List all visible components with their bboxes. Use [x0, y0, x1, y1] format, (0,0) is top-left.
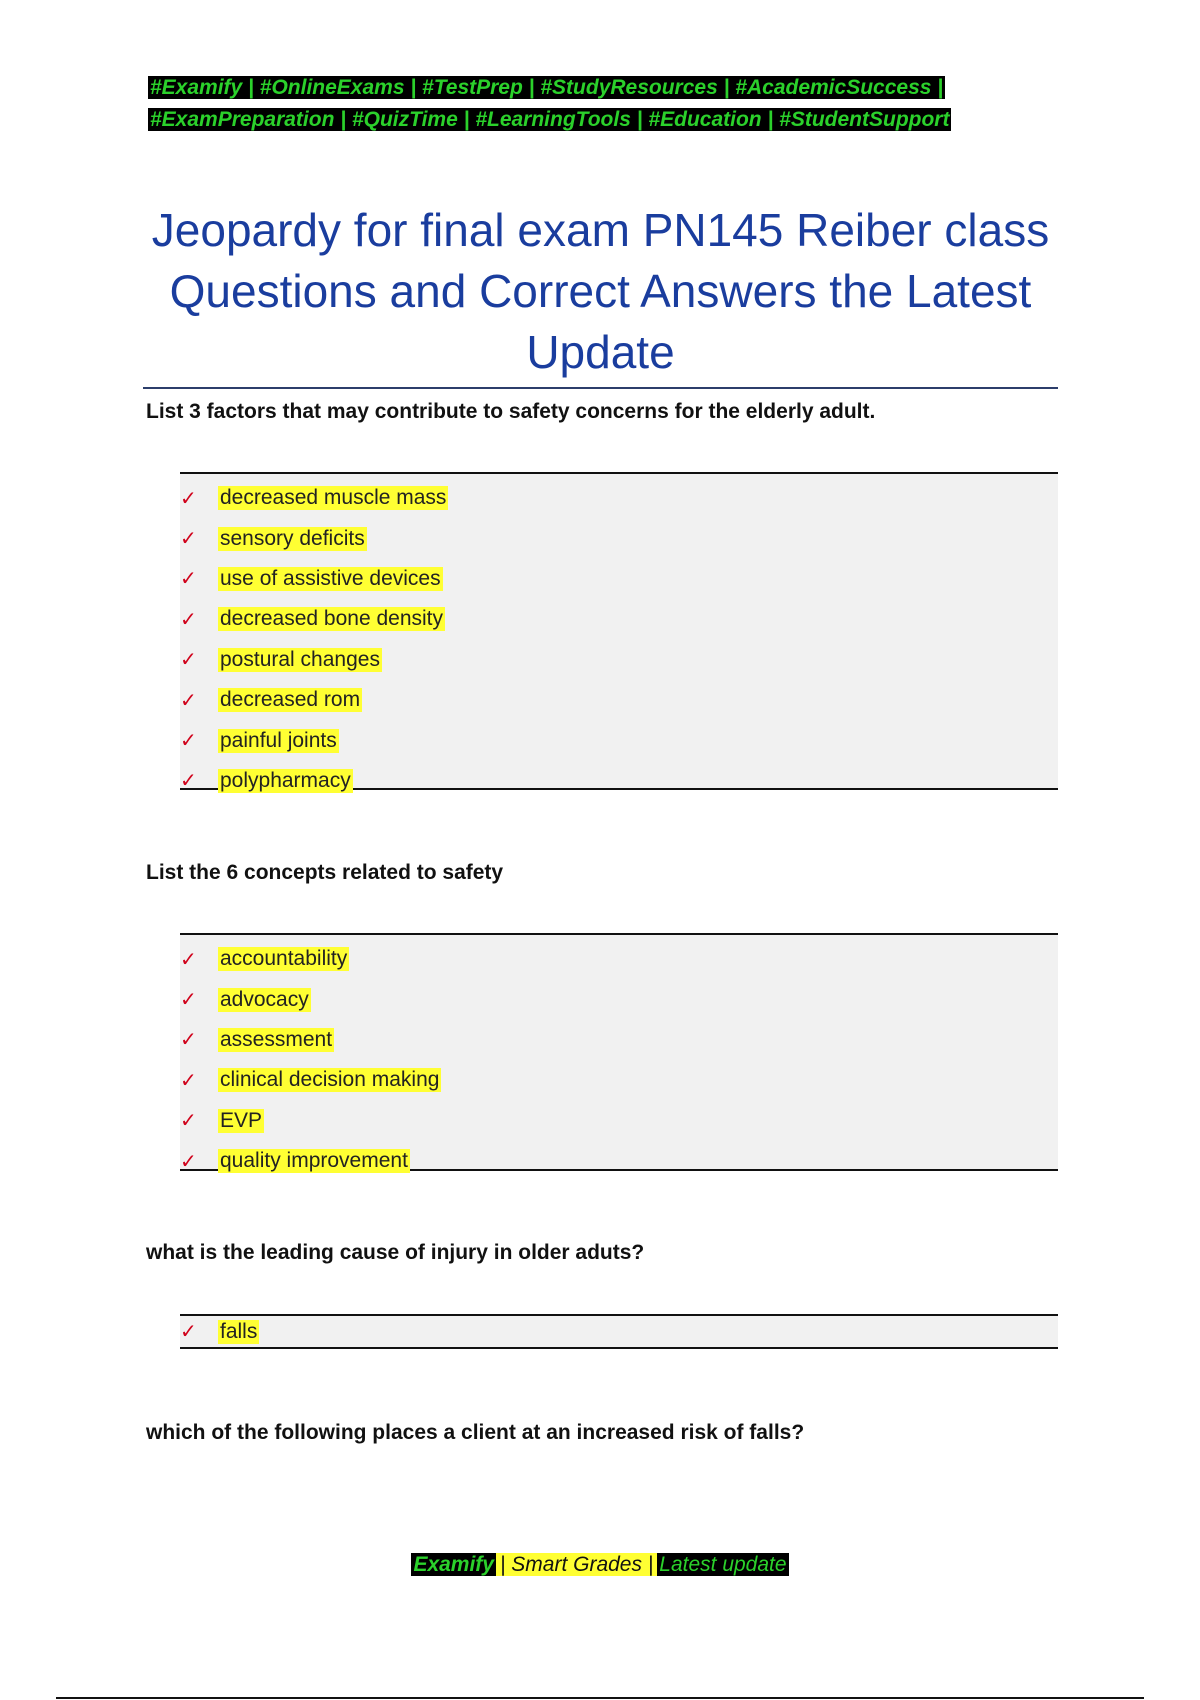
question-2: List the 6 concepts related to safety: [146, 861, 504, 884]
answer-list-2: [180, 933, 1058, 1171]
question-3: what is the leading cause of injury in older aduts?: [146, 1241, 645, 1264]
footer-latest-update: Latest update: [659, 1553, 787, 1576]
checkmark-icon: ✓: [180, 487, 197, 510]
checkmark-icon: ✓: [180, 1029, 197, 1052]
checkmark-icon: ✓: [180, 770, 197, 793]
checkmark-icon: ✓: [180, 989, 197, 1012]
answer-item: ✓ falls: [180, 1319, 258, 1343]
answer-item: ✓ polypharmacy: [180, 768, 351, 793]
checkmark-icon: ✓: [180, 1150, 197, 1173]
hashtag-line-1: #Examify | #OnlineExams | #TestPrep | #StudyResources | #AcademicSuccess |: [150, 76, 944, 99]
title-divider: [143, 387, 1058, 389]
checkmark-icon: ✓: [180, 730, 197, 753]
checkmark-icon: ✓: [180, 1321, 197, 1343]
footer-brand: Examify: [413, 1553, 494, 1576]
answer-item: ✓ sensory deficits: [180, 526, 365, 551]
answer-item: ✓ accountability: [180, 947, 348, 971]
checkmark-icon: ✓: [180, 1069, 197, 1092]
answer-item: ✓ quality improvement: [180, 1149, 408, 1173]
question-1: List 3 factors that may contribute to safety concerns for the elderly adult.: [146, 400, 876, 423]
checkmark-icon: ✓: [180, 568, 197, 591]
question-4: which of the following places a client at an increased risk of falls?: [146, 1421, 805, 1444]
checkmark-icon: ✓: [180, 948, 197, 971]
answer-item: ✓ painful joints: [180, 728, 337, 753]
answer-list-1: [180, 472, 1058, 793]
document-title: Jeopardy for final exam PN145 Reiber class Questions and Correct Answers the Latest Update: [151, 204, 1050, 378]
answer-item: ✓ clinical decision making: [180, 1068, 440, 1092]
hashtag-banner: [148, 72, 1058, 136]
answer-item: ✓ decreased rom: [180, 688, 361, 712]
footer-branding: [0, 1553, 1200, 1577]
answer-item: ✓ assessment: [180, 1027, 333, 1052]
answer-item: ✓ postural changes: [180, 647, 380, 672]
answer-item: ✓ use of assistive devices: [180, 566, 441, 591]
answer-item: ✓ decreased muscle mass: [180, 486, 447, 510]
checkmark-icon: ✓: [180, 608, 197, 631]
checkmark-icon: ✓: [180, 649, 197, 672]
answer-item: ✓ EVP: [180, 1108, 263, 1133]
answer-list-3: [180, 1314, 1058, 1349]
checkmark-icon: ✓: [180, 1110, 197, 1133]
answer-item: ✓ advocacy: [180, 987, 309, 1012]
footer-smart-grades: | Smart Grades |: [496, 1553, 657, 1576]
checkmark-icon: ✓: [180, 528, 197, 551]
hashtag-line-2: #ExamPreparation | #QuizTime | #LearningTools | #Education | #StudentSupport: [150, 108, 950, 131]
answer-item: ✓ decreased bone density: [180, 607, 443, 631]
checkmark-icon: ✓: [180, 689, 197, 712]
page-bottom-divider: [56, 1697, 1144, 1699]
